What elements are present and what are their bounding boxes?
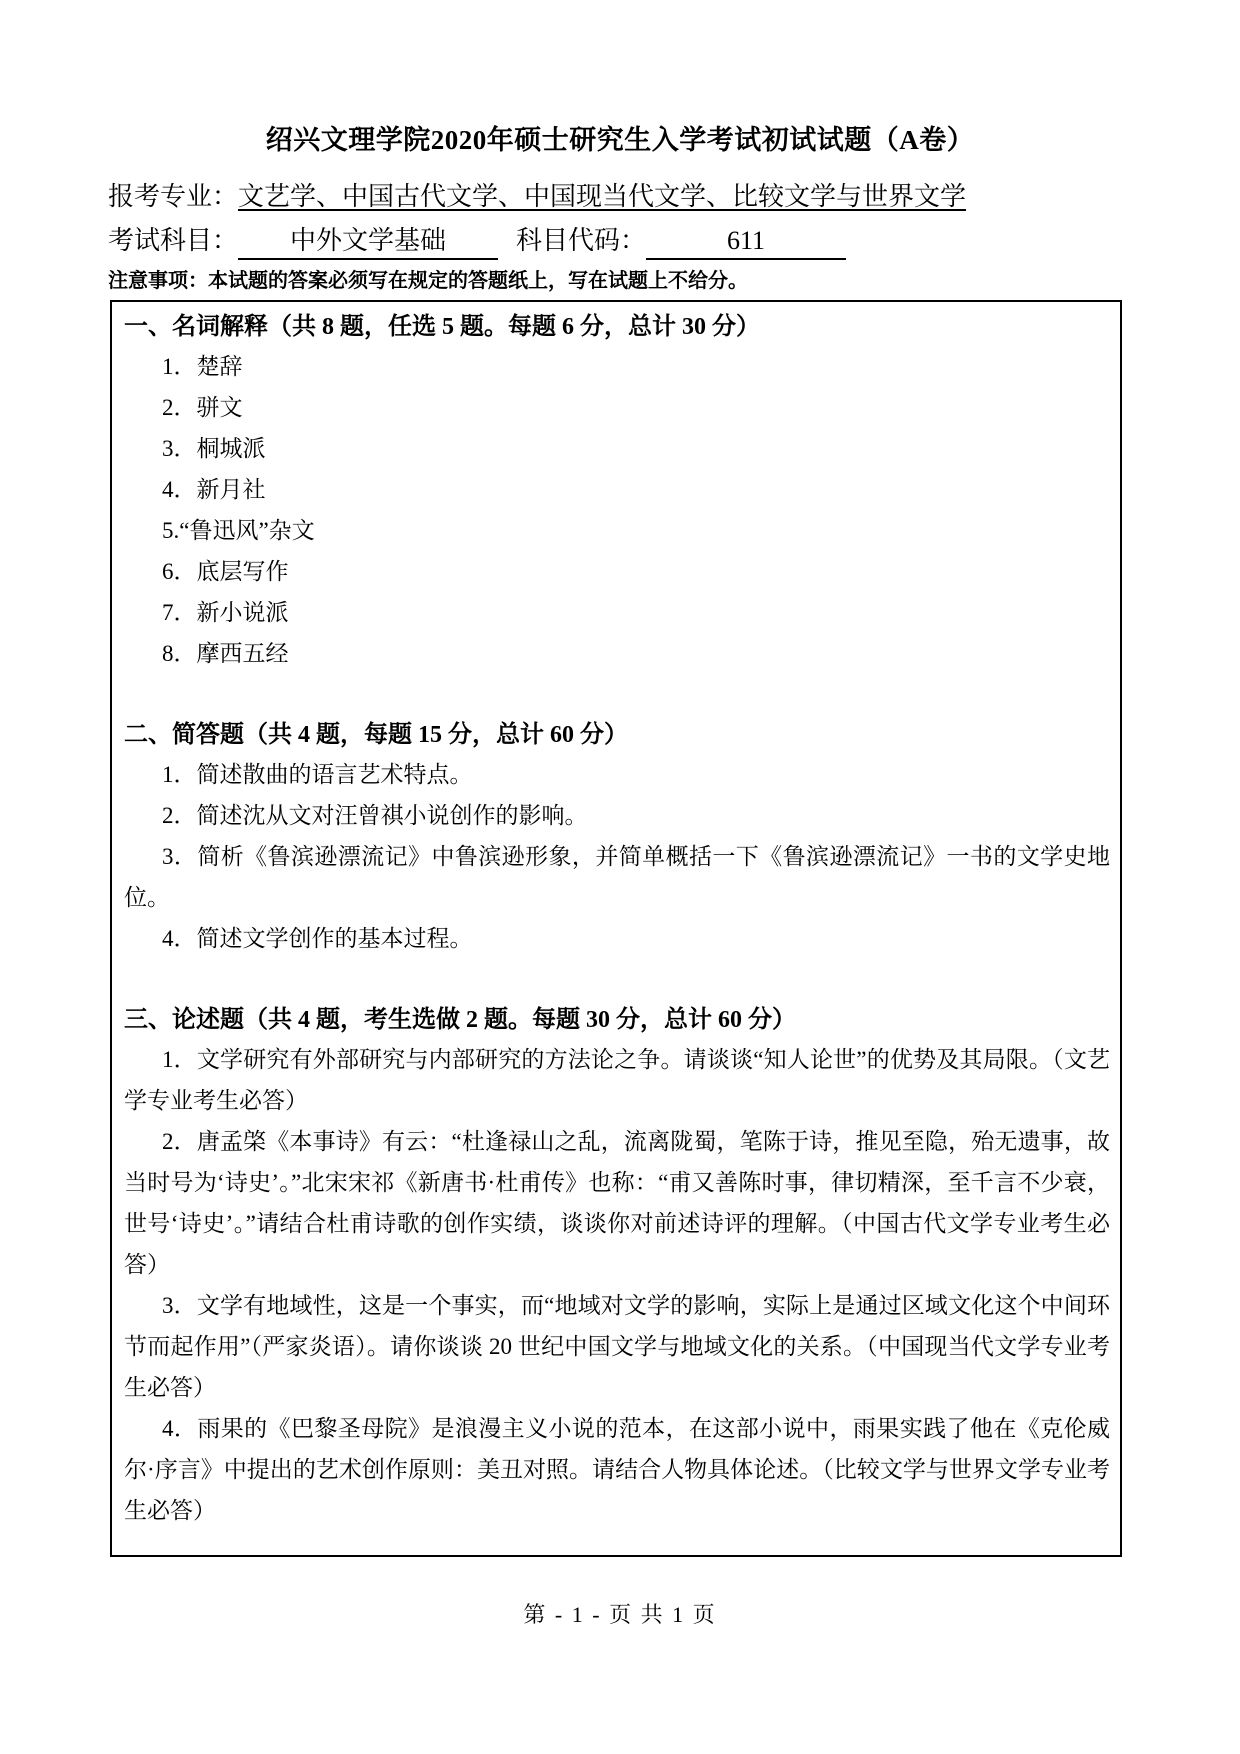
question-item: 2．骈文 [162, 395, 243, 420]
questions-box [110, 300, 1122, 1557]
question-item: 4．简述文学创作的基本过程。 [162, 926, 473, 951]
page-title: 绍兴文理学院2020年硕士研究生入学考试初试试题（A卷） [265, 125, 975, 155]
question-item: 5.“鲁迅风”杂文 [162, 518, 315, 543]
page-footer: 第 - 1 - 页 共 1 页 [523, 1602, 717, 1627]
code-label: 科目代码： [516, 226, 647, 255]
section-heading-1: 一、名词解释（共 8 题，任选 5 题。每题 6 分，总计 30 分） [124, 314, 760, 340]
subject-value: 中外文学基础 [238, 224, 498, 260]
question-item: 7．新小说派 [162, 600, 289, 625]
question-item: 4．新月社 [162, 477, 266, 502]
major-field-line [108, 180, 1132, 214]
question-item: 1．简述散曲的语言艺术特点。 [162, 762, 473, 787]
question-item: 1．文学研究有外部研究与内部研究的方法论之争。请谈谈“知人论世”的优势及其局限。（文艺学专业考生必答） [124, 1047, 1110, 1113]
subject-label: 考试科目： [108, 226, 239, 255]
major-label: 报考专业： [108, 182, 239, 211]
notice-text: 注意事项：本试题的答案必须写在规定的答题纸上，写在试题上不给分。 [108, 270, 748, 292]
section-heading-3: 三、论述题（共 4 题，考生选做 2 题。每题 30 分，总计 60 分） [124, 1007, 796, 1033]
question-item: 6．底层写作 [162, 559, 289, 584]
question-item: 8．摩西五经 [162, 641, 289, 666]
major-value: 文艺学、中国古代文学、中国现当代文学、比较文学与世界文学 [238, 182, 967, 211]
question-item: 2．简述沈从文对汪曾祺小说创作的影响。 [162, 803, 588, 828]
subject-field-line [108, 224, 1132, 260]
question-item: 3．桐城派 [162, 436, 266, 461]
section-spacer [124, 959, 1110, 1001]
section-heading-2: 二、简答题（共 4 题，每题 15 分，总计 60 分） [124, 722, 628, 748]
section-spacer [124, 674, 1110, 716]
question-item: 3．简析《鲁滨逊漂流记》中鲁滨逊形象，并简单概括一下《鲁滨逊漂流记》一书的文学史地位。 [124, 844, 1110, 910]
question-item: 1．楚辞 [162, 354, 243, 379]
question-item: 4．雨果的《巴黎圣母院》是浪漫主义小说的范本，在这部小说中，雨果实践了他在《克伦威尔·序言》中提出的艺术创作原则：美丑对照。请结合人物具体论述。（比较文学与世界文学专业考生必答） [124, 1416, 1110, 1523]
code-value: 611 [646, 224, 846, 260]
question-item: 3．文学有地域性，这是一个事实，而“地域对文学的影响，实际上是通过区域文化这个中间环节而起作用”（严家炎语）。请你谈谈 20 世纪中国文学与地域文化的关系。（中国现当代文学专业考生必答） [124, 1293, 1110, 1400]
question-item: 2．唐孟棨《本事诗》有云：“杜逢禄山之乱，流离陇蜀，笔陈于诗，推见至隐，殆无遗事，故当时号为‘诗史’。”北宋宋祁《新唐书·杜甫传》也称：“甫又善陈时事，律切精深，至千言不少衰，世号‘诗史’。”请结合杜甫诗歌的创作实绩，谈谈你对前述诗评的理解。（中国古代文学专业考生必答） [124, 1129, 1110, 1277]
